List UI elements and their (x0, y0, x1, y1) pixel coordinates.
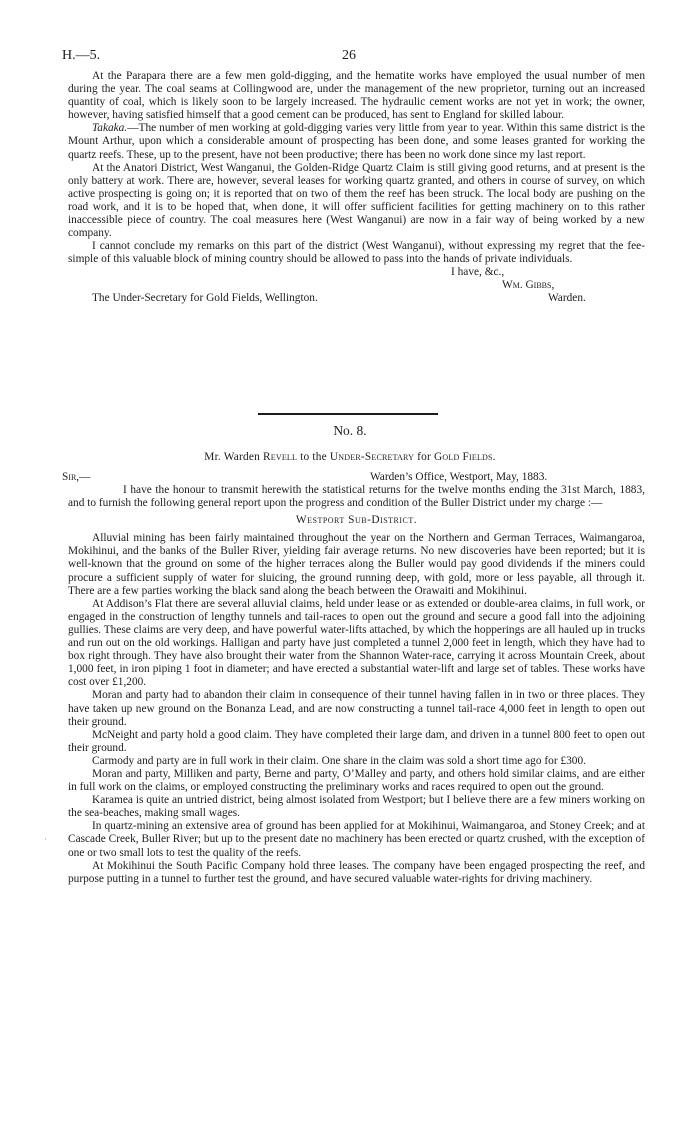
subheading: Westport Sub-District. (295, 514, 418, 527)
signer-row (68, 279, 645, 292)
paragraph-carmody: Carmody and party are in full work in their claim. One share in the claim was sold a short time ago for £300. (92, 754, 586, 767)
paragraph-takaka: Takaka.—The number of men working at gold-digging varies very little from year to year. Within this same district is the Mount Arthur, upon which a considerable amount of prospecting has been done, and some leases granted for working the quartz reefs. These, up to the present, have not been productive; there has been no work done since my last report. (68, 122, 645, 161)
report-reference: H.—5. (62, 48, 101, 63)
sender-address: Warden’s Office, Westport, May, 1883. (370, 471, 548, 483)
margin-speck: · (44, 834, 47, 844)
title-recipient: Under-Secretary (329, 451, 415, 463)
title-part: for (414, 451, 435, 463)
recipient: The Under-Secretary for Gold Fields, Wellington. (92, 292, 318, 305)
title-department: Gold Fields (434, 451, 493, 463)
section-divider (258, 413, 438, 415)
letter-number: No. 8. (333, 423, 367, 438)
title-author: Revell (263, 451, 298, 463)
paragraph-anatori: At the Anatori District, West Wanganui, the Golden-Ridge Quartz Claim is still giving good returns, and at present is the only battery at work. There are, however, several leases for working quartz granted, and others in course of survey, on which active prospecting is going on; it is reported that on two of them the reef has been struck. The local body are pushing on the road work, and it is to be hoped that, when done, it will offer sufficient facilities for getting machinery on to this rather inaccessible piece of country. The coal measures here (West Wanganui) are now in a fair way of being worked by a new company. (68, 161, 645, 240)
paragraph-mcneight: McNeight and party hold a good claim. They have completed their large dam, and driven in a tunnel 800 feet to open out their ground. (68, 728, 645, 754)
title-part: Mr. Warden (204, 451, 264, 463)
closing-row (68, 266, 645, 279)
paragraph-karamea: Karamea is quite an untried district, being almost isolated from Westport; but I believe there are a few miners working on the sea-beaches, making small wages. (68, 794, 645, 820)
paragraph-addisons-flat: At Addison’s Flat there are several alluvial claims, held under lease or as extended or double-area claims, in full work, or engaged in the construction of lengthy tunnels and tail-races to open out the ground and secure a good fall into the adjoining gullies. These claims are very deep, and have powerful water-lifts attached, by which the hopperings are all hauled up in trucks and run out on the old workings. Halligan and party have just completed a tunnel 2,000 feet in length, which they have had to box right through. They have also brought their water from the Shannon Water-race, carrying it across Mountain Creek, about 1,000 feet, in iron piping 1 foot in diameter; and have erected a substantial water-lift and large set of tables. These works have cost over £1,200. (68, 597, 645, 689)
takaka-text: The number of men working at gold-digging varies very little from year to year. Within this same district is the Mount Arthur, upon which a considerable amount of prospecting has been done, and some leases granted for working the quartz reefs. These, up to the present, have not been productive; there has been no work done since my last report. (68, 122, 645, 161)
page-number: 26 (342, 48, 356, 63)
signer-title: Warden. (548, 292, 586, 305)
paragraph-alluvial: Alluvial mining has been fairly maintained throughout the year on the Northern and German Terraces, Waimangaroa, Mokihinui, and the banks of the Buller River, yielding fair average returns. No new discoveries have been reported; but it is well-known that the ground on some of the higher terraces along the Buller would pay good dividends if the miners could procure a sufficient supply of water for sluicing, the ground running deep, with gold, more or less payable, all through it. There are a few parties working the black sand along the beach between the Orawaiti and Mokihinui. (68, 532, 645, 597)
letter-title (0, 451, 700, 464)
takaka-label: Takaka. (92, 122, 128, 135)
gibbs-report-continuation (68, 70, 645, 306)
paragraph-parapara: At the Parapara there are a few men gold-digging, and the hematite works have employed the usual number of men during the year. The coal seams at Collingwood are, under the management of the new proprietor, turning out an increased quantity of coal, which is likely soon to be largely increased. The hydraulic cement works are not yet in work; the owner, however, having satisfied himself that a good cement can be produced, has sent to England for skilled labour. (68, 70, 645, 122)
salutation-row (62, 471, 645, 484)
closing-phrase: I have, &c., (451, 266, 505, 279)
paragraph-moran: Moran and party had to abandon their claim in consequence of their tunnel having fallen in in two or three places. They have taken up new ground on the Bonanza Lead, and are now constructing a tunnel tail-race 4,000 feet in length to open out their ground. (68, 689, 645, 728)
paragraph-mokihinui: At Mokihinui the South Pacific Company hold three leases. The company have been engaged prospecting the reef, and purpose putting in a tunnel to further test the ground, and have secured valuable water-rights for driving machinery. (68, 859, 645, 885)
page-header (62, 49, 645, 65)
recipient-row (68, 292, 645, 306)
paragraph-conclusion: I cannot conclude my remarks on this part of the district (West Wanganui), without expressing my regret that the fee-simple of this valuable block of mining country should be allowed to pass into the hands of private individuals. (68, 240, 645, 266)
paragraph-intro: I have the honour to transmit herewith the statistical returns for the twelve months ending the 31st March, 1883, and to furnish the following general report upon the progress and condition of the Buller District under my charge :— (68, 484, 645, 510)
revell-report (62, 471, 645, 886)
salutation: Sir,— (62, 471, 91, 483)
signer-name: Wm. Gibbs, (502, 279, 555, 292)
paragraph-quartz-mining: In quartz-mining an extensive area of ground has been applied for at Mokihinui, Waimangaroa, and Stoney Creek; and at Cascade Creek, Buller River; but up to the present date no machinery has been erected or quartz crushed, with the exception of one or two small lots to test the quality of the reefs. (68, 820, 645, 859)
title-part: . (492, 451, 496, 463)
title-part: to the (297, 451, 330, 463)
paragraph-similar-claims: Moran and party, Milliken and party, Berne and party, O’Malley and party, and others hold similar claims, and are either in full work on the claims, or employed constructing the preliminary works and races required to open out the ground. (68, 767, 645, 794)
